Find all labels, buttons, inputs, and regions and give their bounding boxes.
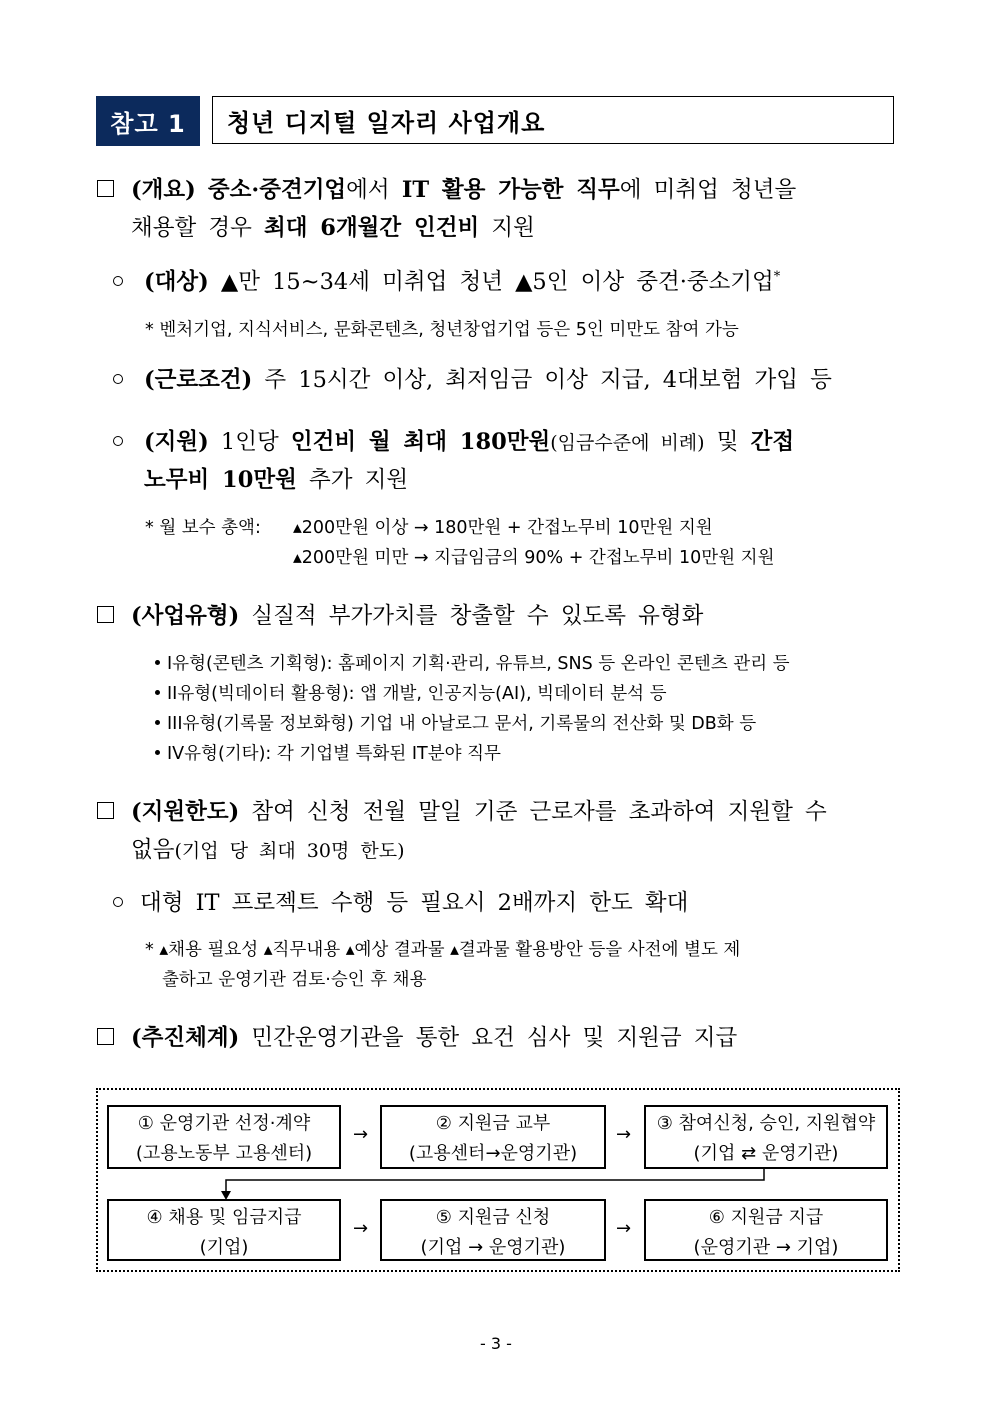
- target-tag: (대상): [144, 269, 209, 295]
- overview-text-2: 에 미취업 청년을: [619, 177, 797, 203]
- arrow-right-icon: →: [616, 1218, 632, 1239]
- flow-step-3-sub: (기업 ⇄ 운영기관): [693, 1143, 839, 1164]
- reference-label: 참고 1: [96, 96, 200, 146]
- flow-step-1-title: ① 운영기관 선정·계약: [137, 1113, 311, 1134]
- flow-step-4-title: ④ 채용 및 임금지급: [146, 1207, 302, 1228]
- types-item-3: III유형(기록물 정보화형) 기업 내 아날로그 문서, 기록물의 전산화 및 DB화 등: [167, 714, 757, 734]
- flow-step-4: [107, 1199, 341, 1261]
- page-number: - 3 -: [480, 1334, 512, 1353]
- flow-step-1-sub: (고용노동부 고용센터): [135, 1143, 313, 1164]
- dot-bullet-icon: [155, 750, 160, 755]
- types-item-2: II유형(빅데이터 활용형): 앱 개발, 인공지능(AI), 빅데이터 분석 등: [167, 684, 667, 704]
- flow-step-3: [644, 1105, 888, 1169]
- types-line: [131, 598, 703, 630]
- overview-tag: (개요): [131, 177, 196, 203]
- support-small: (임금수준에 비례): [550, 432, 705, 454]
- support-tag: (지원): [144, 429, 209, 455]
- support-bold-1: 인건비 월 최대 180만원: [290, 429, 551, 455]
- dot-bullet-icon: [155, 660, 160, 665]
- limit-small: (기업 당 최대 30명 한도): [174, 840, 405, 862]
- conditions-line: [144, 362, 832, 394]
- overview-line-1: [131, 172, 796, 204]
- circle-bullet-icon: [113, 436, 123, 446]
- process-line: [131, 1020, 737, 1052]
- arrow-right-icon: →: [353, 1218, 369, 1239]
- support-text-3: 추가 지원: [308, 467, 409, 493]
- types-item-1: I유형(콘텐츠 기획형): 홈페이지 기획·관리, 유튜브, SNS 등 온라인 콘텐츠 관리 등: [167, 654, 790, 674]
- flow-step-5-title: ⑤ 지원금 신청: [435, 1207, 551, 1228]
- target-text: ▲만 15~34세 미취업 청년 ▲5인 이상 중견·중소기업: [220, 269, 774, 295]
- support-note-label: * 월 보수 총액:: [145, 518, 261, 538]
- flow-step-3-title: ③ 참여신청, 승인, 지원협약: [656, 1113, 876, 1134]
- support-text-1: 1인당: [220, 429, 279, 455]
- flow-step-2-title: ② 지원금 교부: [435, 1113, 551, 1134]
- types-tag: (사업유형): [131, 603, 240, 629]
- limit-text-2: 없음: [131, 837, 175, 863]
- limit-text-1: 참여 신청 전월 말일 기준 근로자를 초과하여 지원할 수: [251, 799, 827, 825]
- support-bold-3: 노무비 10만원: [144, 467, 297, 493]
- target-line: [144, 264, 780, 296]
- page-title-text: 청년 디지털 일자리 사업개요: [227, 108, 546, 137]
- checkbox-square-icon: [97, 180, 114, 197]
- page-title: [212, 96, 894, 144]
- circle-bullet-icon: [113, 374, 123, 384]
- checkbox-square-icon: [97, 1028, 114, 1045]
- flow-step-2: [380, 1105, 606, 1169]
- circle-bullet-icon: [113, 276, 123, 286]
- target-footnote-mark: *: [773, 269, 781, 285]
- arrow-right-icon: →: [353, 1124, 369, 1145]
- arrow-right-icon: →: [616, 1124, 632, 1145]
- types-text: 실질적 부가가치를 창출할 수 있도록 유형화: [251, 603, 704, 629]
- circle-bullet-icon: [113, 897, 123, 907]
- types-item-4: IV유형(기타): 각 기업별 특화된 IT분야 직무: [167, 744, 501, 764]
- overview-bold-3: 최대 6개월간 인건비: [263, 215, 480, 241]
- checkbox-square-icon: [97, 606, 114, 623]
- flow-step-1: [107, 1105, 341, 1169]
- limit-note-2: 출하고 운영기관 검토·승인 후 채용: [162, 970, 427, 990]
- target-note: * 벤처기업, 지식서비스, 문화콘텐츠, 청년창업기업 등은 5인 미만도 참여 가능: [145, 320, 739, 340]
- overview-bold-1: 중소·중견기업: [207, 177, 347, 203]
- flow-connector: [200, 1169, 780, 1201]
- flow-step-2-sub: (고용센터→운영기관): [408, 1143, 578, 1164]
- dot-bullet-icon: [155, 720, 160, 725]
- conditions-text: 주 15시간 이상, 최저임금 이상 지급, 4대보험 가입 등: [264, 367, 832, 393]
- flow-step-4-sub: (기업): [199, 1237, 249, 1258]
- process-text: 민간운영기관을 통한 요건 심사 및 지원금 지급: [251, 1025, 738, 1051]
- support-note-1: ▴200만원 이상 → 180만원 + 간접노무비 10만원 지원: [293, 518, 713, 538]
- checkbox-square-icon: [97, 802, 114, 819]
- support-bold-2: 간접: [750, 429, 795, 455]
- limit-line-2: [131, 832, 404, 864]
- overview-bold-2: IT 활용 가능한 직무: [401, 177, 620, 203]
- flow-step-6-title: ⑥ 지원금 지급: [708, 1207, 824, 1228]
- limit-tag: (지원한도): [131, 799, 240, 825]
- limit-sub: 대형 IT 프로젝트 수행 등 필요시 2배까지 한도 확대: [140, 890, 689, 916]
- dot-bullet-icon: [155, 690, 160, 695]
- flow-step-6: [644, 1199, 888, 1261]
- flow-step-5-sub: (기업 → 운영기관): [420, 1237, 566, 1258]
- flow-step-6-sub: (운영기관 → 기업): [693, 1237, 839, 1258]
- process-tag: (추진체계): [131, 1025, 240, 1051]
- support-line-2: [144, 462, 408, 494]
- support-note-2: ▴200만원 미만 → 지급임금의 90% + 간접노무비 10만원 지원: [293, 548, 775, 568]
- limit-note-1: * ▴채용 필요성 ▴직무내용 ▴예상 결과물 ▴결과물 활용방안 등을 사전에 별도 제: [145, 940, 741, 960]
- flow-step-5: [380, 1199, 606, 1261]
- conditions-tag: (근로조건): [144, 367, 253, 393]
- support-text-2: 및: [716, 429, 739, 455]
- overview-text-1: 에서: [346, 177, 390, 203]
- overview-line-2: [131, 210, 535, 242]
- overview-text-3: 채용할 경우: [131, 215, 252, 241]
- overview-text-4: 지원: [491, 215, 535, 241]
- limit-line-1: [131, 794, 827, 826]
- support-line-1: [144, 424, 794, 456]
